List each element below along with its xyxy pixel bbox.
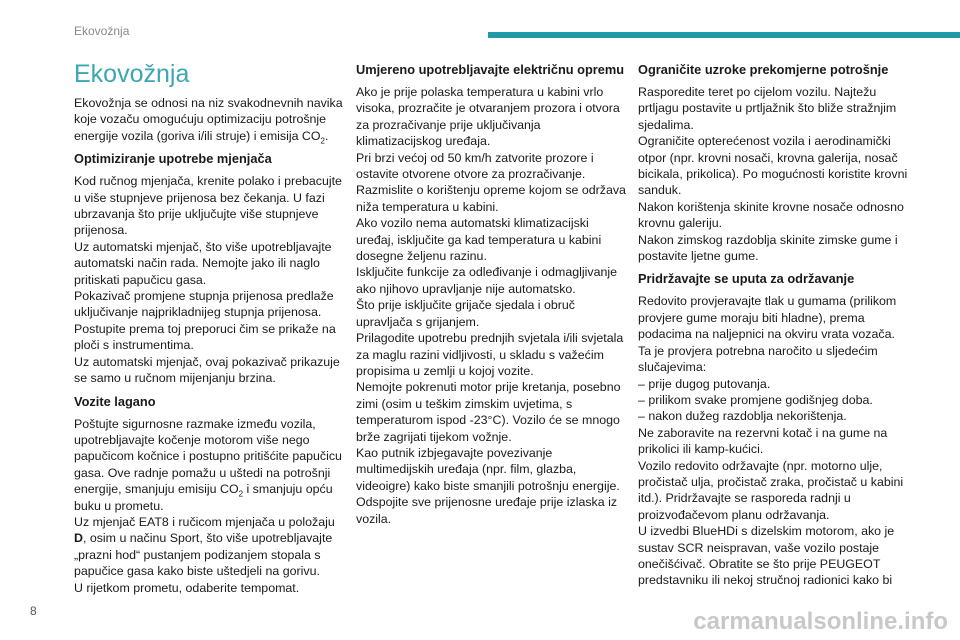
heading-limit-consumption: Ograničite uzroke prekomjerne potrošnje: [638, 62, 889, 77]
limit-consumption-text: Rasporedite teret po cijelom vozilu. Najtežu prtljagu postavite u prtljažnik što bliže stražnjim sjedalima. Ograničite opterećenost vozila i aerodinamički otpor (npr. krovni nosači, krovna galerija, nosač bicikala, prikolica). Po mogućnosti koristite krovni sanduk. Nakon korištenja skinite krovne nosače odnosno krovnu galeriju. Nakon zimskog razdoblja skinite zimske gume i postavite ljetne gume.: [638, 85, 908, 264]
column-left: [74, 55, 344, 596]
maintenance-text: Redovito provjeravajte tlak u gumama (prilikom provjere gume moraju biti hladne), prema podacima na naljepnici na okviru vrata vozača. Ta je provjera potrebna naročito u sljedećim slučajevima: – prije dugog putovanja. – prilikom svake promjene godišnjeg doba. – nakon dužeg razdoblja nekorištenja. Ne zaboravite na rezervni kotač i na gume na prikolici ili kamp-kućici. Vozilo redovito održavajte (npr. motorno ulje, pročistač ulja, pročistač zraka, pročistač u kabini itd.). Pridržavajte se rasporeda radnji u proizvođačevom planu održavanja. U izvedbi BlueHDi s dizelskim motorom, ako je sustav SCR neispravan, vaše vozilo postaje onečišćivač. Obratite se što prije PEUGEOT predstavniku ili nekoj stručnoj radionici kako bi: [638, 294, 904, 588]
heading-maintenance: Pridržavajte se uputa za održavanje: [638, 271, 855, 287]
column-middle: [356, 55, 626, 527]
header-section-label: Ekovožnja: [74, 24, 130, 38]
heading-electrical-equipment: Umjereno upotrebljavajte električnu opremu: [356, 62, 625, 77]
gearbox-text: Kod ručnog mjenjača, krenite polako i prebacujte u više stupnjeve prijenosa bez čekanja. U fazi ubrzavanja što prije uključujte više stupnjeve prijenosa. Uz automatski mjenjač, što više upotrebljavajte automatski način rada. Nemojte jako ili naglo pritiskati papučicu gasa. Pokazivač promjene stupnja prijenosa predlaže uključivanje najprikladnijeg stupnja prijenosa. Postupite prema toj preporuci čim se prikaže na ploči s instrumentima. Uz automatski mjenjač, ovaj pokazivač prikazuje se samo u ručnom mijenjanju brzina.: [74, 174, 342, 386]
header-accent-bar: [488, 32, 960, 38]
intro-paragraph: Ekovožnja se odnosi na niz svakodnevnih navika koje vozaču omogućuju optimizaciju potrošnje energije vozila (goriva i/ili struje) i emisija $CO_2$.: [74, 96, 343, 146]
watermark: carmanualsonline.info: [693, 608, 948, 635]
heading-gearbox: Optimiziranje upotrebe mjenjača: [74, 151, 272, 167]
page-title: Ekovožnja: [74, 60, 190, 88]
heading-drive-smoothly: Vozite lagano: [74, 393, 156, 409]
page-number: 8: [30, 604, 37, 618]
drive-smoothly-text: Poštujte sigurnosne razmake između vozila, upotrebljavajte kočenje motorom više nego papučicom kočnice i postupno pritišćite papučicu gasa. Ove radnje pomažu u uštedi na potrošnji energije, smanjuju emisiju $CO_2$ i smanjuju opću buku u prometu. Uz mjenjač EAT8 i ručicom mjenjača u položaju D, osim u načinu Sport, što više upotrebljavajte „prazni hod“ pustanjem podizanjem stopala s papučice gasa kako biste uštedjeli na gorivu. U rijetkom prometu, odaberite tempomat.: [74, 416, 342, 595]
electrical-equipment-text: Ako je prije polaska temperatura u kabini vrlo visoka, prozračite je otvaranjem prozora i otvora za prozračivanje prije uključivanja klimatizacijskog uređaja. Pri brzi većoj od 50 km/h zatvorite prozore i ostavite otvorene otvore za prozračivanje. Razmislite o korištenju opreme kojom se održava niža temperatura u kabini. Ako vozilo nema automatski klimatizacijski uređaj, isključite ga kad temperatura u kabini dosegne željenu razinu. Isključite funkcije za odleđivanje i odmagljivanje ako njihovo upravljanje nije automatsko. Što prije isključite grijače sjedala i obruč upravljača s grijanjem. Prilagodite upotrebu prednjih svjetala i/ili svjetala za maglu razini vidljivosti, u skladu s važećim propisima u zemlji u kojoj vozite. Nemojte pokrenuti motor prije kretanja, posebno zimi (osim u teškim zimskim uvjetima, s temperaturom ispod -23°C). Vozilo će se mnogo brže zagrijati tijekom vožnje. Kao putnik izbjegavajte povezivanje multimedijskih uređaja (npr. film, glazba, videoigre) kako biste smanjili potrošnju energije. Odspojite sve prijenosne uređaje prije izlaska iz vozila.: [356, 85, 626, 526]
column-right: [638, 55, 908, 589]
